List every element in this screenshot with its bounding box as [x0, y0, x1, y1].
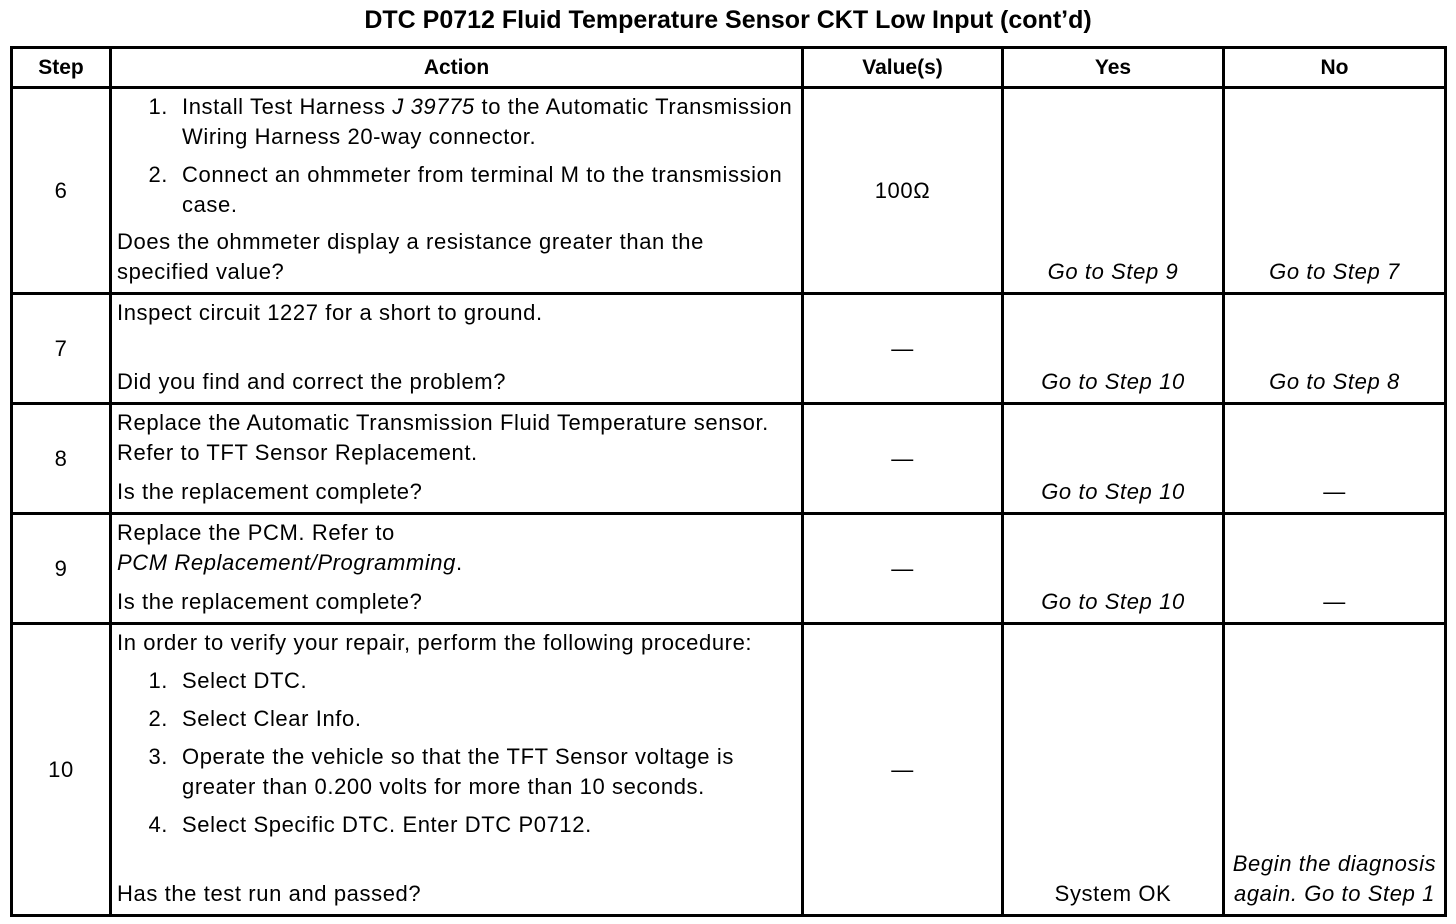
- action-question: Is the replacement complete?: [117, 479, 423, 504]
- no-cell: Begin the diagnosis again. Go to Step 1: [1224, 624, 1446, 916]
- step-number: 6: [12, 88, 111, 294]
- diagnostic-table: [10, 46, 1447, 917]
- list-item-number: 3.: [148, 744, 168, 769]
- list-item-text: Select Clear Info.: [182, 706, 362, 731]
- yes-cell: Go to Step 10: [1003, 404, 1224, 514]
- action-question: Did you find and correct the problem?: [117, 369, 507, 394]
- list-item-text: Select Specific DTC. Enter DTC P0712.: [182, 812, 592, 837]
- yes-cell: Go to Step 10: [1003, 294, 1224, 404]
- list-item-text-part: Install Test Harness: [182, 94, 393, 119]
- value-cell: —: [803, 404, 1003, 514]
- action-question: Does the ohmmeter display a resistance greater than the specified value?: [117, 229, 704, 284]
- yes-cell: System OK: [1003, 624, 1224, 916]
- list-item-number: 4.: [148, 812, 168, 837]
- action-cell: [111, 88, 803, 294]
- list-item-number: 1.: [148, 668, 168, 693]
- action-cell: [111, 514, 803, 624]
- no-cell: —: [1224, 514, 1446, 624]
- no-cell: Go to Step 7: [1224, 88, 1446, 294]
- list-item-number: 2.: [148, 706, 168, 731]
- no-cell: —: [1224, 404, 1446, 514]
- list-item-number: 2.: [148, 162, 168, 187]
- action-text: Replace the Automatic Transmission Fluid Temperature sensor. Refer to TFT Sensor Replacement.: [117, 410, 769, 465]
- list-item-text: Operate the vehicle so that the TFT Sensor voltage is greater than 0.200 volts for more than 10 seconds.: [182, 744, 734, 799]
- list-item: [117, 92, 797, 152]
- list-item: [117, 742, 797, 802]
- action-list: [117, 666, 797, 840]
- step-number: 9: [12, 514, 111, 624]
- procedure-reference: PCM Replacement/Programming: [117, 550, 456, 575]
- value-cell: —: [803, 294, 1003, 404]
- action-question: Has the test run and passed?: [117, 881, 422, 906]
- yes-cell: Go to Step 10: [1003, 514, 1224, 624]
- no-cell: Go to Step 8: [1224, 294, 1446, 404]
- list-item-text: [182, 92, 797, 152]
- action-list: [117, 92, 797, 220]
- action-text-part: Replace the PCM. Refer to: [117, 520, 395, 545]
- table-row-step-8: [12, 404, 1446, 514]
- header-row: [12, 48, 1446, 88]
- action-text: Inspect circuit 1227 for a short to ground.: [117, 300, 543, 325]
- yes-cell: Go to Step 9: [1003, 88, 1224, 294]
- step-number: 8: [12, 404, 111, 514]
- list-item: [117, 810, 797, 840]
- action-question: Is the replacement complete?: [117, 589, 423, 614]
- header-values: Value(s): [803, 48, 1003, 88]
- action-cell: [111, 404, 803, 514]
- page-title: DTC P0712 Fluid Temperature Sensor CKT Low Input (cont’d): [364, 6, 1092, 34]
- value-cell: —: [803, 514, 1003, 624]
- list-item: [117, 666, 797, 696]
- header-yes: Yes: [1003, 48, 1224, 88]
- list-item: [117, 160, 797, 220]
- value-cell: —: [803, 624, 1003, 916]
- action-text: [117, 518, 797, 578]
- header-step: Step: [12, 48, 111, 88]
- action-intro: In order to verify your repair, perform the following procedure:: [117, 630, 753, 655]
- table-row-step-10: [12, 624, 1446, 916]
- list-item-text: Connect an ohmmeter from terminal M to the transmission case.: [182, 162, 783, 217]
- table-row-step-6: [12, 88, 1446, 294]
- action-cell: [111, 294, 803, 404]
- list-item-text: Select DTC.: [182, 668, 308, 693]
- tool-reference: J 39775: [392, 94, 475, 119]
- step-number: 7: [12, 294, 111, 404]
- action-text-part: .: [455, 550, 463, 575]
- step-number: 10: [12, 624, 111, 916]
- header-no: No: [1224, 48, 1446, 88]
- value-cell: 100Ω: [803, 88, 1003, 294]
- list-item: [117, 704, 797, 734]
- table-row-step-9: [12, 514, 1446, 624]
- action-cell: [111, 624, 803, 916]
- list-item-number: 1.: [148, 94, 168, 119]
- table-row-step-7: [12, 294, 1446, 404]
- header-action: Action: [111, 48, 803, 88]
- list-item-text-part: to the Automatic Transmission Wiring Harness 20-way connector.: [182, 94, 793, 149]
